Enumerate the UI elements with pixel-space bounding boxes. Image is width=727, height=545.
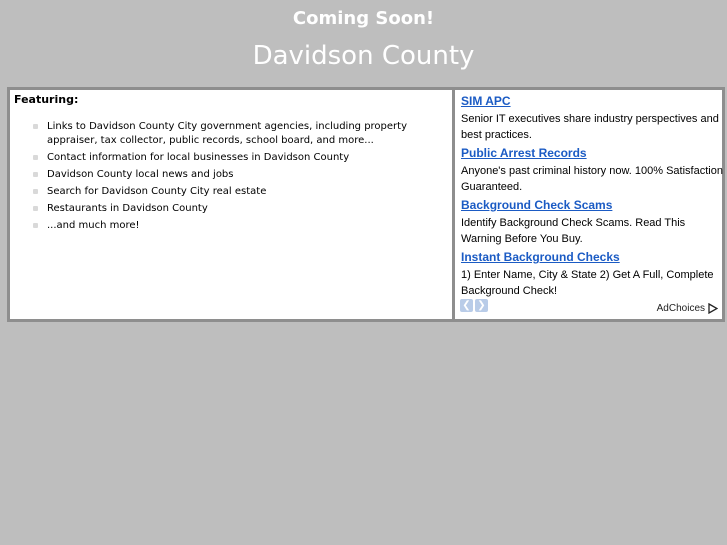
ad-item <box>461 146 723 196</box>
list-item: Restaurants in Davidson County <box>30 202 420 216</box>
list-item: Contact information for local businesses in Davidson County <box>30 151 420 165</box>
chevron-right-icon[interactable]: ❯ <box>475 299 488 312</box>
adchoices-label: AdChoices <box>656 303 705 314</box>
list-item: Links to Davidson County City government agencies, including property appraiser, tax collector, public records, school board, and more... <box>30 120 420 148</box>
ad-link[interactable]: Public Arrest Records <box>461 146 587 160</box>
ad-link[interactable]: SIM APC <box>461 94 511 108</box>
ad-link[interactable]: Background Check Scams <box>461 198 613 212</box>
ad-description: 1) Enter Name, City & State 2) Get A Full, Complete Background Check! <box>461 269 714 297</box>
ad-description: Senior IT executives share industry perspectives and best practices. <box>461 113 719 141</box>
coming-soon-heading: Coming Soon! <box>292 8 435 29</box>
adchoices-icon <box>707 303 718 314</box>
adchoices-link[interactable] <box>657 303 718 314</box>
ad-navigation <box>460 299 488 312</box>
ad-panel <box>455 90 722 319</box>
ad-item <box>461 250 723 298</box>
list-item: Search for Davidson County City real estate <box>30 185 420 199</box>
county-title: Davidson County <box>252 41 475 71</box>
ad-description: Anyone's past criminal history now. 100% Satisfaction Guaranteed. <box>461 165 723 193</box>
featuring-section <box>10 90 455 319</box>
chevron-left-icon[interactable]: ❮ <box>460 299 473 312</box>
ad-link[interactable]: Instant Background Checks <box>461 250 620 264</box>
ad-item <box>461 198 723 248</box>
ad-description: Identify Background Check Scams. Read This Warning Before You Buy. <box>461 217 686 245</box>
ad-item <box>461 94 723 144</box>
featuring-title: Featuring: <box>14 93 79 106</box>
list-item: Davidson County local news and jobs <box>30 168 420 182</box>
featuring-list <box>30 120 420 236</box>
list-item: ...and much more! <box>30 219 420 233</box>
content-panel <box>7 87 725 322</box>
